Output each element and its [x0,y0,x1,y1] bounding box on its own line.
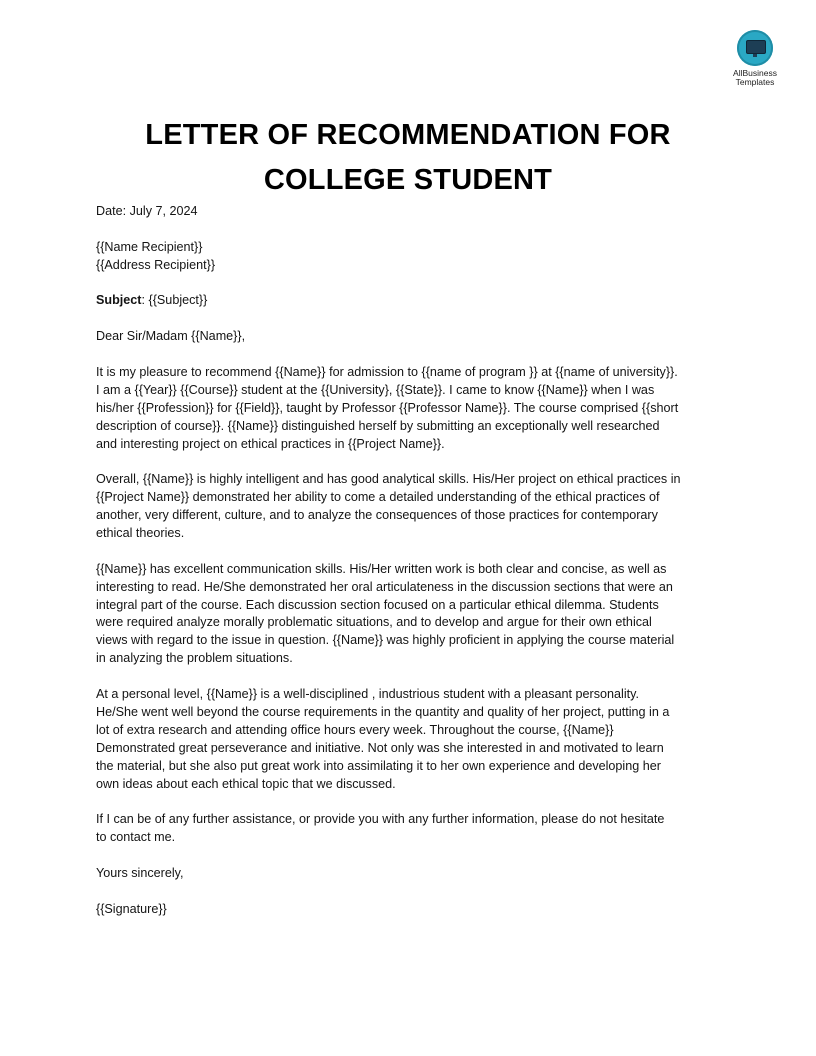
paragraph-line: description of course}}. {{Name}} distinguished herself by submitting an exceptionally well researched [96,418,660,433]
subject-line [96,292,726,310]
paragraph-line: to contact me. [96,830,176,845]
paragraph-line: his/her {{Profession}} for {{Field}}, taught by Professor {{Professor Name}}. The course comprised {{short [96,400,679,415]
paragraph-1 [96,364,726,453]
brand-logo [723,30,787,87]
paragraph-line: Demonstrated great perseverance and initiative. Not only was she interested in and motivated to learn [96,740,664,755]
paragraph-line: At a personal level, {{Name}} is a well-disciplined , industrious student with a pleasant personality. [96,687,640,702]
date-line: Date: July 7, 2024 [96,204,198,218]
paragraph-line: and interesting project on ethical practices in {{Project Name}}. [96,436,445,451]
paragraph-line: views with regard to the issue in question. {{Name}} was highly proficient in applying the course material [96,633,675,648]
salutation: Dear Sir/Madam {{Name}}, [96,329,246,344]
paragraph-2 [96,471,726,543]
paragraph-line: {{Name}} has excellent communication skills. His/Her written work is both clear and concise, as well as [96,561,667,576]
spacer [96,310,726,328]
laptop-screen [746,40,766,54]
closing: Yours sincerely, [96,865,184,880]
paragraph-line: another, very different, culture, and to analyze the consequences of those practices for contemporary [96,508,658,523]
paragraph-4 [96,686,726,793]
spacer [96,847,726,865]
paragraph-line: {{Project Name}} demonstrated her ability to come a detailed understanding of the ethical practices of [96,490,660,505]
paragraph-line: the material, but she also put great work into assimilating it to her own experience and developing her [96,758,661,773]
letter-body [96,203,726,919]
page-title [0,113,816,203]
title-line-2: COLLEGE STUDENT [263,164,553,196]
laptop-stand [753,54,757,57]
spacer [96,453,726,471]
brand-name [723,69,787,87]
laptop-icon [737,30,773,66]
subject-value: : {{Subject}} [141,293,208,308]
subject-label: Subject [96,293,142,308]
paragraph-3 [96,561,726,668]
paragraph-line: I am a {{Year}} {{Course}} student at the {{University}, {{State}}. I came to know {{Name}} when I was [96,382,655,397]
paragraph-line: were required analyze morally problematic situations, and to develop and argue for their own ethical [96,615,652,630]
spacer [96,793,726,811]
recipient-address: {{Address Recipient}} [96,257,216,272]
paragraph-line: If I can be of any further assistance, or provide you with any further information, please do not hesitate [96,812,665,827]
spacer [96,346,726,364]
paragraph-line: in analyzing the problem situations. [96,651,293,666]
spacer [96,543,726,561]
spacer [96,221,726,239]
spacer [96,275,726,293]
brand-name-line-1: AllBusiness [733,68,777,78]
spacer [96,668,726,686]
paragraph-line: He/She went well beyond the course requirements in the quantity and quality of her project, putting in a [96,704,670,719]
paragraph-line: It is my pleasure to recommend {{Name}} for admission to {{name of program }} at {{name of university}}. [96,365,678,380]
paragraph-5 [96,811,726,847]
paragraph-line: Overall, {{Name}} is highly intelligent and has good analytical skills. His/Her project on ethical practices in [96,472,681,487]
brand-name-line-2: Templates [735,77,775,87]
paragraph-line: lot of extra research and attending office hours every week. Throughout the course, {{Name}} [96,722,614,737]
title-line-1: LETTER OF RECOMMENDATION FOR [145,119,671,151]
paragraph-line: interesting to read. He/She demonstrated her oral articulateness in the discussion sections that were an [96,579,673,594]
paragraph-line: ethical theories. [96,526,185,541]
paragraph-line: integral part of the course. Each discussion section focused on a particular ethical dilemma. Students [96,597,659,612]
recipient-name: {{Name Recipient}} [96,239,203,254]
paragraph-line: own ideas about each ethical topic that we discussed. [96,776,396,791]
spacer [96,883,726,901]
signature-placeholder: {{Signature}} [96,901,167,916]
